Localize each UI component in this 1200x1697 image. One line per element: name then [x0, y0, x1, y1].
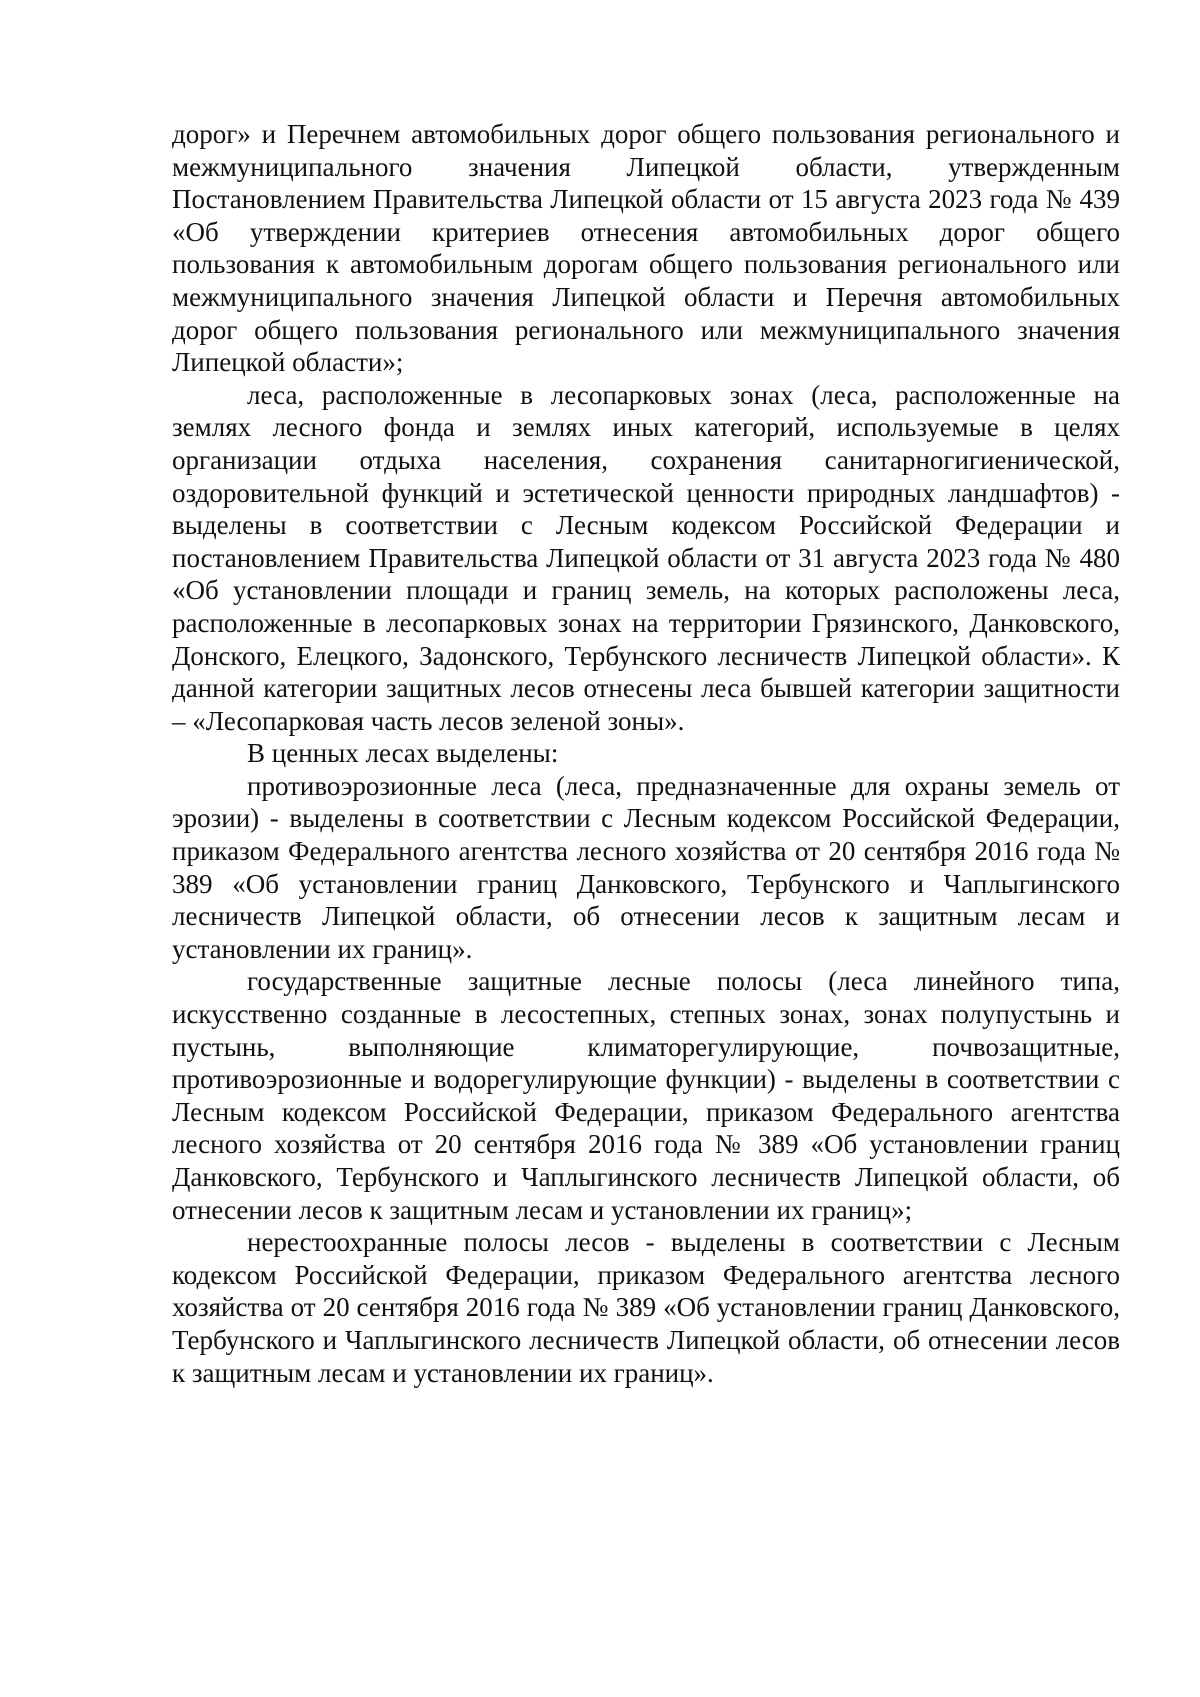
document-body	[172, 118, 1120, 1389]
paragraph-roads-list: дорог» и Перечнем автомобильных дорог общего пользования регионального и межмуниципального значения Липецкой области, утвержденным Постановлением Правительства Липецкой области от 15 августа 2023 года № 439 «Об утверждении критериев отнесения автомобильных дорог общего пользования к автомобильным дорогам общего пользования регионального или межмуниципального значения Липецкой области и Перечня автомобильных дорог общего пользования регионального или межмуниципального значения Липецкой области»;	[172, 119, 1120, 378]
paragraph-anti-erosion-forests: противоэрозионные леса (леса, предназначенные для охраны земель от эрозии) - выделены в соответствии с Лесным кодексом Российской Федерации, приказом Федерального агентства лесного хозяйства от 20 сентября 2016 года № 389 «Об установлении границ Данковского, Тербунского и Чаплыгинского лесничеств Липецкой области, об отнесении лесов к защитным лесам и установлении их границ».	[172, 770, 1120, 964]
paragraph-state-shelter-belts: государственные защитные лесные полосы (леса линейного типа, искусственно созданные в лесостепных, степных зонах, зонах полупустынь и пустынь, выполняющие климаторегулирующие, почвозащитные, противоэрозионные и водорегулирующие функции) - выделены в соответствии с Лесным кодексом Российской Федерации, приказом Федерального агентства лесного хозяйства от 20 сентября 2016 года № 389 «Об установлении границ Данковского, Тербунского и Чаплыгинского лесничеств Липецкой области, об отнесении лесов к защитным лесам и установлении их границ»;	[172, 966, 1120, 1225]
paragraph-forest-park-zones: леса, расположенные в лесопарковых зонах (леса, расположенные на землях лесного фонда и землях иных категорий, используемые в целях организации отдыха населения, сохранения санитарногигиенической, оздоровительной функций и эстетической ценности природных ландшафтов) - выделены в соответствии с Лесным кодексом Российской Федерации и постановлением Правительства Липецкой области от 31 августа 2023 года № 480 «Об установлении площади и границ земель, на которых расположены леса, расположенные в лесопарковых зонах на территории Грязинского, Данковского, Донского, Елецкого, Задонского, Тербунского лесничеств Липецкой области». К данной категории защитных лесов отнесены леса бывшей категории защитности – «Лесопарковая часть лесов зеленой зоны».	[172, 379, 1120, 736]
paragraph-spawning-protection-belts: нерестоохранные полосы лесов - выделены в соответствии с Лесным кодексом Российской Федерации, приказом Федерального агентства лесного хозяйства от 20 сентября 2016 года № 389 «Об установлении границ Данковского, Тербунского и Чаплыгинского лесничеств Липецкой области, об отнесении лесов к защитным лесам и установлении их границ».	[172, 1227, 1120, 1388]
paragraph-valuable-forests-heading: В ценных лесах выделены:	[247, 738, 559, 769]
